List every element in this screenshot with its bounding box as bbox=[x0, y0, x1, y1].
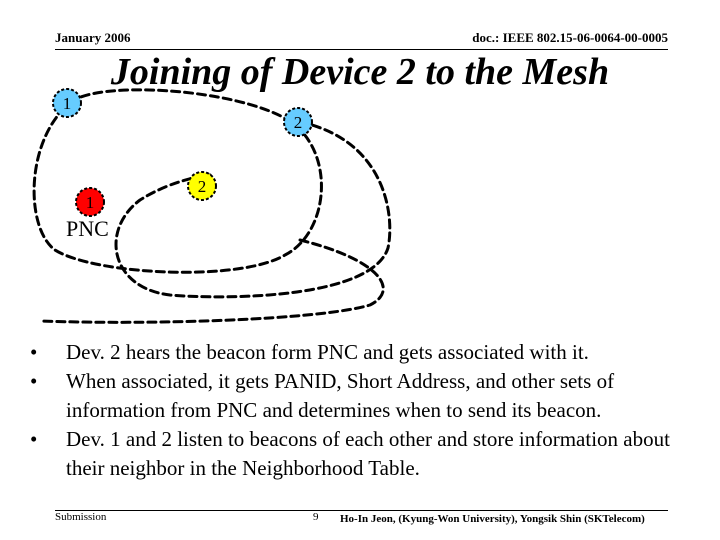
slide-title: Joining of Device 2 to the Mesh bbox=[110, 51, 610, 93]
bullet-list bbox=[30, 338, 695, 483]
pnc-range-arc bbox=[42, 240, 383, 322]
device-2-joining-node bbox=[188, 172, 216, 200]
footer-submission: Submission bbox=[55, 511, 107, 523]
pnc-label: PNC bbox=[66, 216, 109, 241]
footer-divider bbox=[55, 510, 668, 511]
device-2-joining-node-label: 2 bbox=[197, 177, 207, 196]
device-2-node bbox=[284, 108, 312, 136]
footer-authors: Ho-In Jeon, (Kyung-Won University), Yongsik Shin (SKTelecom) bbox=[340, 513, 645, 525]
bullet-item: • Dev. 2 hears the beacon form PNC and gets associated with it. bbox=[30, 338, 695, 367]
pnc-node bbox=[76, 188, 104, 216]
bullet-item: • When associated, it gets PANID, Short Address, and other sets of information from PNC and determines when to send its beacon. bbox=[30, 367, 695, 425]
footer-page-number: 9 bbox=[313, 511, 319, 523]
header-doc-id: doc.: IEEE 802.15-06-0064-00-0005 bbox=[472, 30, 668, 45]
bullet-item: • Dev. 1 and 2 listen to beacons of each other and store information about their neighbor in the Neighborhood Table. bbox=[30, 425, 695, 483]
pnc-node-label: 1 bbox=[85, 193, 95, 212]
header-date: January 2006 bbox=[55, 30, 131, 45]
device-1-node bbox=[53, 89, 81, 117]
device-1-node-label: 1 bbox=[62, 94, 72, 113]
device-2-node-label: 2 bbox=[293, 113, 303, 132]
